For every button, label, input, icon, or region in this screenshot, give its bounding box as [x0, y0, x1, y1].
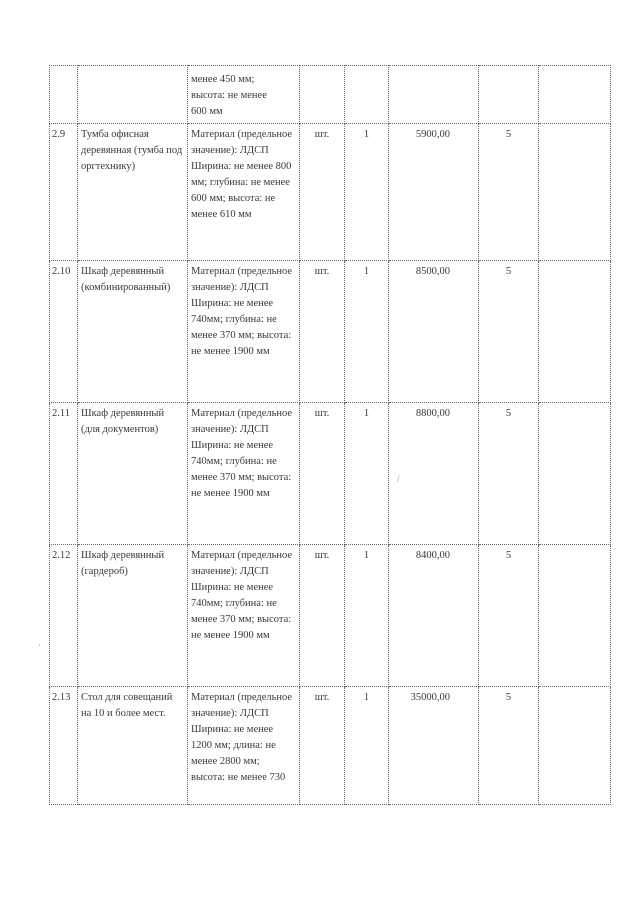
row-number: 2.11	[50, 403, 78, 545]
goods-table	[49, 65, 611, 805]
item-spec: Материал (предельное значение): ЛДСП Ширина: не менее 740мм; глубина: не менее 370 мм; высота: не менее 1900 мм	[188, 545, 300, 687]
item-spec: Материал (предельное значение): ЛДСП Ширина: не менее 740мм; глубина: не менее 370 мм; высота: не менее 1900 мм	[188, 261, 300, 403]
table-row	[50, 403, 611, 545]
quantity: 1	[345, 687, 389, 805]
price: 8400,00	[389, 545, 479, 687]
scan-speck: /	[397, 474, 400, 484]
item-name: Шкаф деревянный (гардероб)	[78, 545, 188, 687]
item-spec	[188, 66, 300, 124]
stock: 5	[479, 687, 539, 805]
extra-cell	[539, 687, 611, 805]
quantity	[345, 66, 389, 124]
item-name: Шкаф деревянный (комбинированный)	[78, 261, 188, 403]
extra-cell	[539, 66, 611, 124]
price: 8500,00	[389, 261, 479, 403]
row-number: 2.12	[50, 545, 78, 687]
row-number: 2.10	[50, 261, 78, 403]
item-spec: Материал (предельное значение): ЛДСП Ширина: не менее 800 мм; глубина: не менее 600 мм; высота: не менее 610 мм	[188, 124, 300, 261]
item-name	[78, 66, 188, 124]
extra-cell	[539, 124, 611, 261]
extra-cell	[539, 261, 611, 403]
stock	[479, 66, 539, 124]
item-spec: Материал (предельное значение): ЛДСП Ширина: не менее 740мм; глубина: не менее 370 мм; высота: не менее 1900 мм	[188, 403, 300, 545]
unit: шт.	[300, 545, 345, 687]
table-row	[50, 124, 611, 261]
spec-text: менее 450 мм; высота: не менее 600 мм	[191, 74, 267, 117]
item-spec: Материал (предельное значение): ЛДСП Ширина: не менее 1200 мм; длина: не менее 2800 мм; высота: не менее 730	[188, 687, 300, 805]
unit: шт.	[300, 403, 345, 545]
price: 8800,00	[389, 403, 479, 545]
row-number	[50, 66, 78, 124]
price: 5900,00	[389, 124, 479, 261]
item-name: Тумба офисная деревянная (тумба под оргтехнику)	[78, 124, 188, 261]
unit: шт.	[300, 124, 345, 261]
item-name: Стол для совещаний на 10 и более мест.	[78, 687, 188, 805]
unit: шт.	[300, 261, 345, 403]
unit: шт.	[300, 687, 345, 805]
quantity: 1	[345, 545, 389, 687]
extra-cell	[539, 545, 611, 687]
unit	[300, 66, 345, 124]
price	[389, 66, 479, 124]
stock: 5	[479, 545, 539, 687]
price: 35000,00	[389, 687, 479, 805]
table-row	[50, 261, 611, 403]
stock: 5	[479, 124, 539, 261]
table-row	[50, 545, 611, 687]
row-number: 2.9	[50, 124, 78, 261]
table-row	[50, 66, 611, 124]
extra-cell	[539, 403, 611, 545]
quantity: 1	[345, 261, 389, 403]
scan-speck: ·	[38, 640, 41, 650]
stock: 5	[479, 403, 539, 545]
table-row	[50, 687, 611, 805]
quantity: 1	[345, 124, 389, 261]
item-name: Шкаф деревянный (для документов)	[78, 403, 188, 545]
stock: 5	[479, 261, 539, 403]
row-number: 2.13	[50, 687, 78, 805]
quantity: 1	[345, 403, 389, 545]
